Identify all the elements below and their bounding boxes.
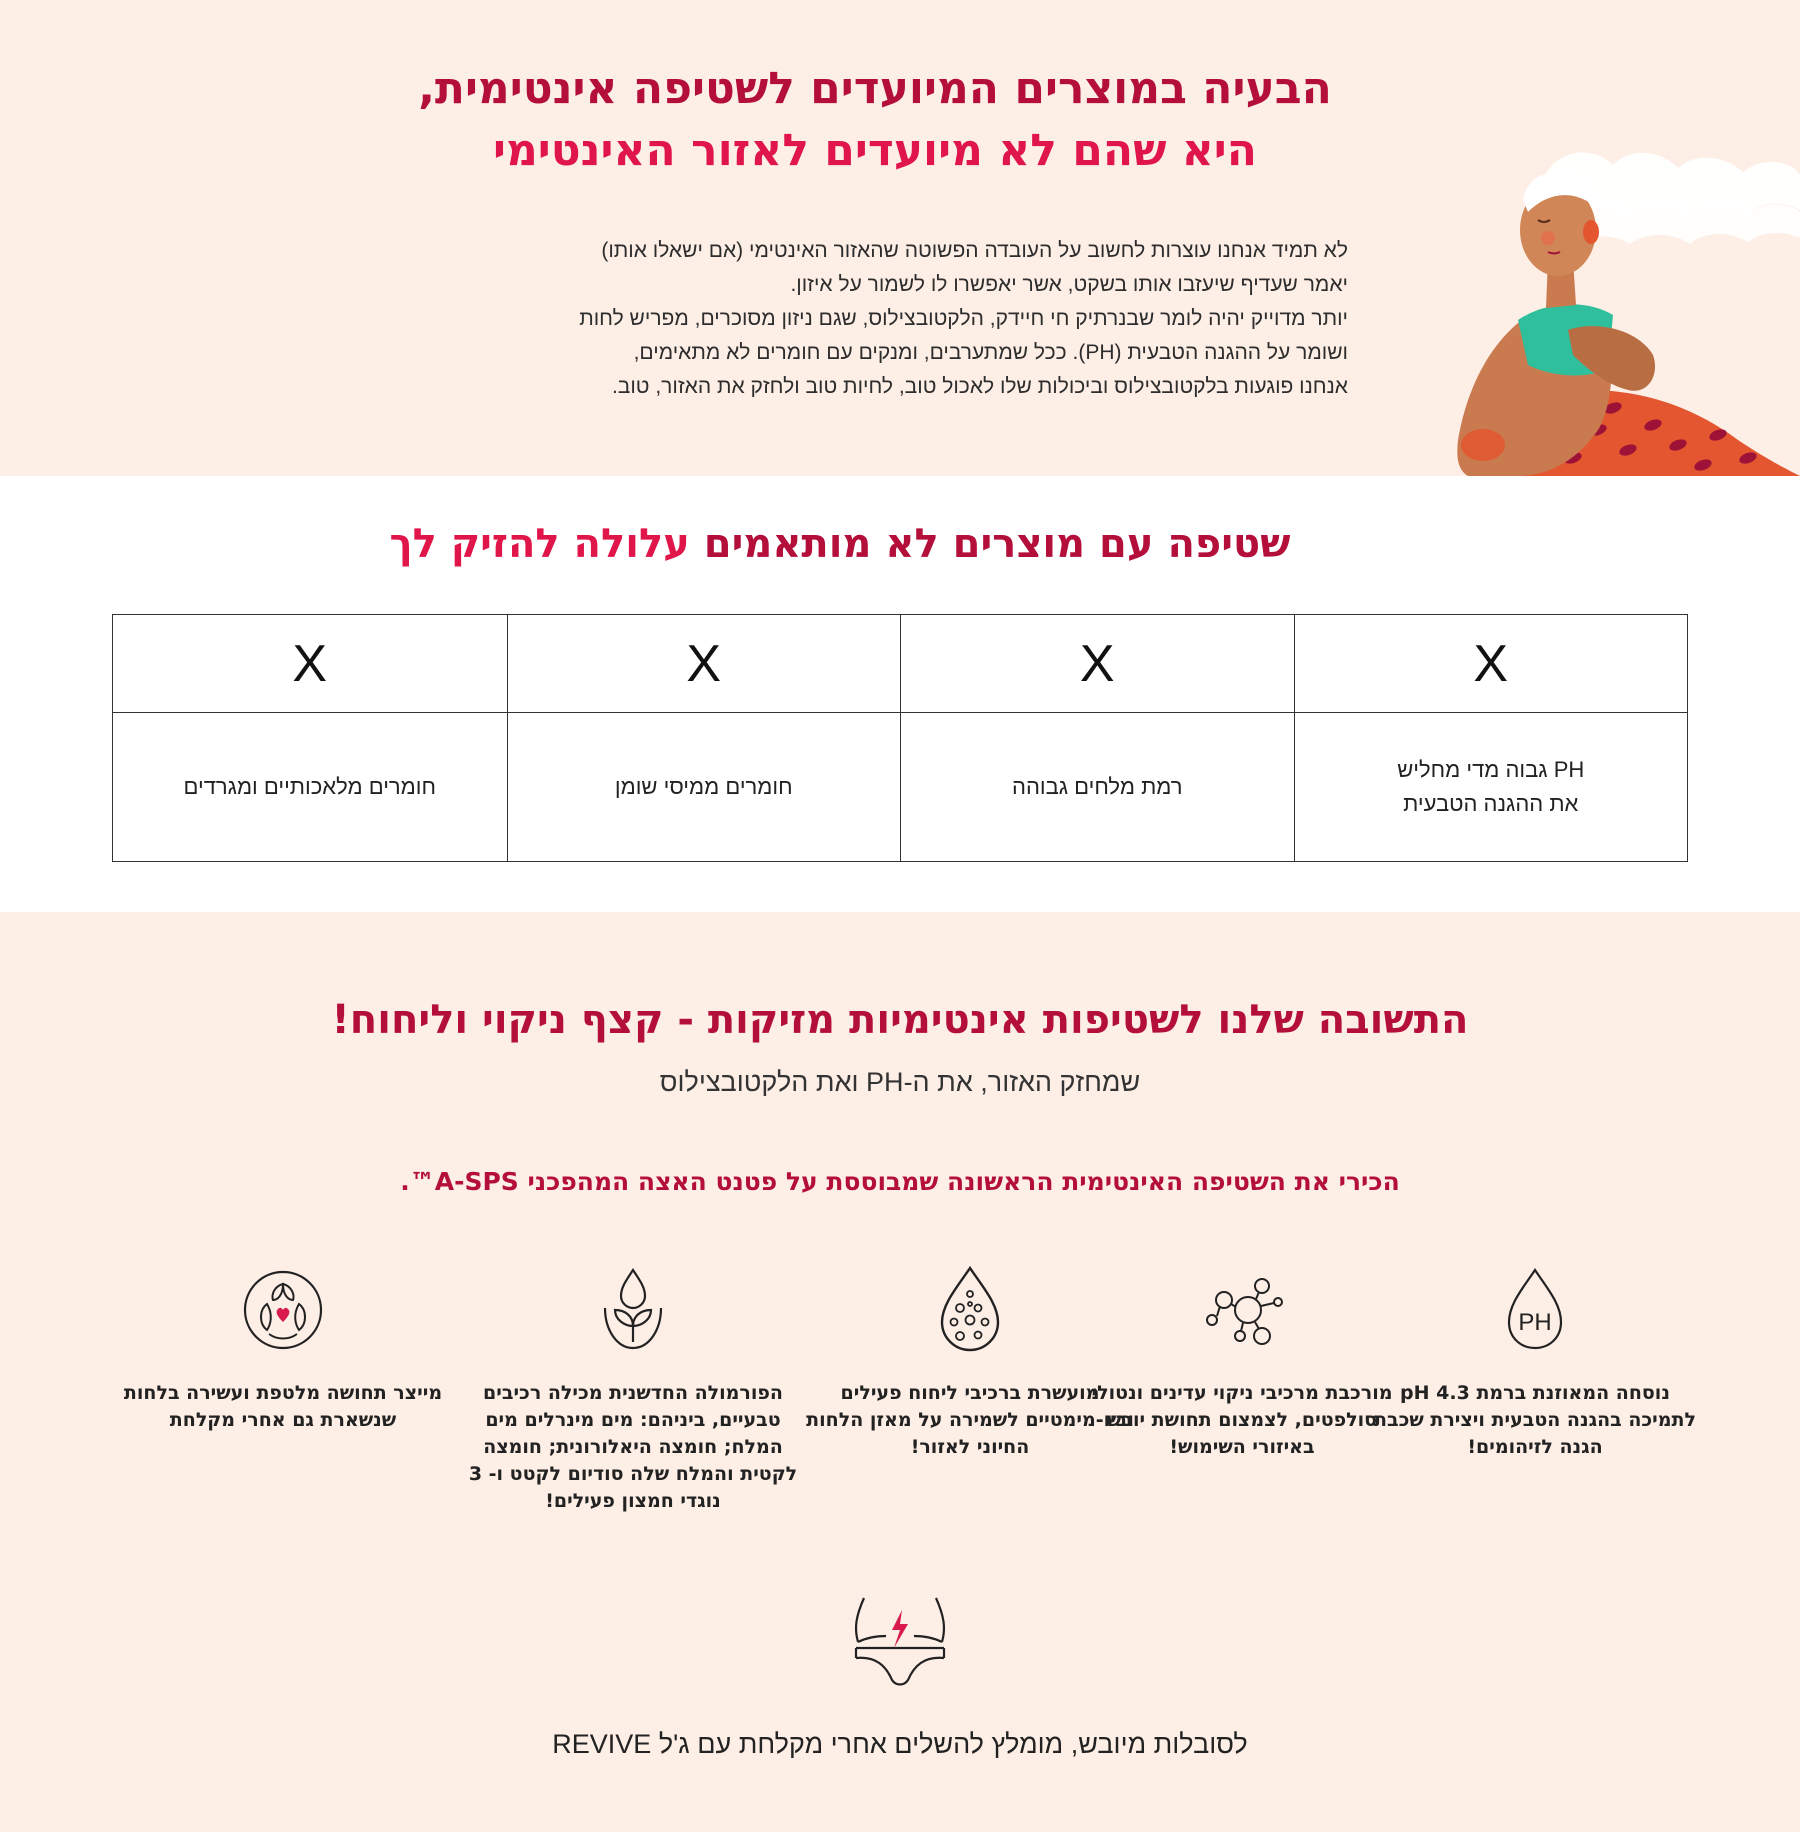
x-mark-ph: X <box>1294 615 1688 713</box>
ph-drop-label: PH <box>1518 1309 1552 1336</box>
feature-soft-feeling <box>118 1264 448 1434</box>
hero-paragraph-line: ושומר על ההגנה הטבעית (PH). ככל שמתערבים, ומנקים עם חומרים לא מתאימים, <box>633 341 1348 364</box>
harmful-factors-table <box>112 614 1688 862</box>
hero-section <box>0 0 1800 476</box>
leaf-drop-icon <box>591 1264 675 1354</box>
solution-section <box>0 912 1800 1832</box>
table-cell-artificial-irritants: חומרים מלאכותיים ומגרדים <box>183 774 436 799</box>
solution-subtitle: שמחזק האזור, את ה-PH ואת הלקטובצילוס <box>659 1067 1141 1097</box>
heart-leaves-icon <box>241 1264 325 1354</box>
x-mark-artificial: X <box>113 615 507 713</box>
x-mark-fat-dissolving: X <box>507 615 901 713</box>
hero-paragraph-line: לא תמיד אנחנו עוצרות לחשוב על העובדה הפשוטה שהאזור האינטימי (אם ישאלו אותו) <box>601 239 1348 262</box>
feature-moisturizing <box>805 1264 1135 1461</box>
feature-text: מורכבת מרכיבי ניקוי עדינים ונטולי סולפטים, לצמצום תחושת יובש באיזורי השימוש! <box>1091 1382 1393 1458</box>
feature-text: מייצר תחושה מלטפת ועשירה בלחות שנשארת גם אחרי מקלחת <box>123 1382 443 1431</box>
hero-paragraph-line: יאמר שעדיף שיעזבו אותו בשקט, אשר יאפשרו לו לשמור על איזון. <box>790 273 1348 296</box>
hero-title-line2: היא שהם לא מיועדים לאזור האינטימי <box>492 125 1257 176</box>
woman-illustration <box>1398 140 1800 476</box>
table-cell-high-ph: PH גבוה מדי מחליש את ההגנה הטבעית <box>1294 713 1688 861</box>
features-row <box>0 1264 1800 1564</box>
table-cell-high-salts: רמת מלחים גבוהה <box>900 713 1294 861</box>
feature-ph <box>1370 1264 1700 1461</box>
problem-title-main: שטיפה עם מוצרים לא מותאמים <box>689 521 1291 567</box>
problem-title <box>300 516 1380 572</box>
hero-paragraph <box>408 234 1348 404</box>
problem-section <box>0 476 1800 912</box>
table-cell-fat-dissolving: חומרים ממיסי שומן <box>507 713 901 861</box>
hero-paragraph-line: אנחנו פוגעות בלקטובצילוס וביכולות שלו לאכול טוב, לחיות טוב ולחזק את האזור, טוב. <box>611 375 1348 398</box>
bubble-drop-icon <box>928 1264 1012 1354</box>
bottom-note: לסובלות מיובש, מומלץ להשלים אחרי מקלחת עם ג'ל REVIVE <box>552 1729 1248 1759</box>
molecules-icon <box>1200 1264 1284 1354</box>
patent-line: הכירי את השטיפה האינטימית הראשונה שמבוססת על פטנט האצה המהפכני A-SPS™. <box>400 1167 1400 1196</box>
x-mark-salts: X <box>900 615 1294 713</box>
ph-drop-icon <box>1493 1264 1577 1354</box>
dryness-pain-icon <box>846 1596 954 1688</box>
problem-title-accent: עלולה להזיק לך <box>389 521 690 567</box>
hero-paragraph-line: יותר מדוייק יהיה לומר שבנרתיק חי חיידק, הלקטובצילוס, שגם ניזון מסוכרים, מפריש לחות <box>579 307 1348 330</box>
feature-text: נוסחה המאוזנת ברמת pH 4.3 לתמיכה בהגנה הטבעית ויצירת שכבת הגנה לזיהומים! <box>1374 1382 1696 1458</box>
feature-text: הפורמולה החדשנית מכילה רכיבים טבעיים, ביניהם: מים מינרלים מים המלח; חומצה היאלורונית; חומצה לקטית והמלח שלה סודיום לקטט ו- 3 נוגדי חמצון פעילים! <box>468 1382 798 1512</box>
solution-title: התשובה שלנו לשטיפות אינטימיות מזיקות - קצף ניקוי וליחוח! <box>331 997 1469 1043</box>
feature-text: מועשרת ברכיבי ליחוח פעילים וביו-מימטיים לשמירה על מאזן הלחות החיוני לאזור! <box>806 1382 1134 1458</box>
hero-title-line1: הבעיה במוצרים המיועדים לשטיפה אינטימית, <box>418 63 1332 114</box>
feature-natural-ingredients <box>468 1264 798 1515</box>
hero-title <box>300 58 1450 182</box>
